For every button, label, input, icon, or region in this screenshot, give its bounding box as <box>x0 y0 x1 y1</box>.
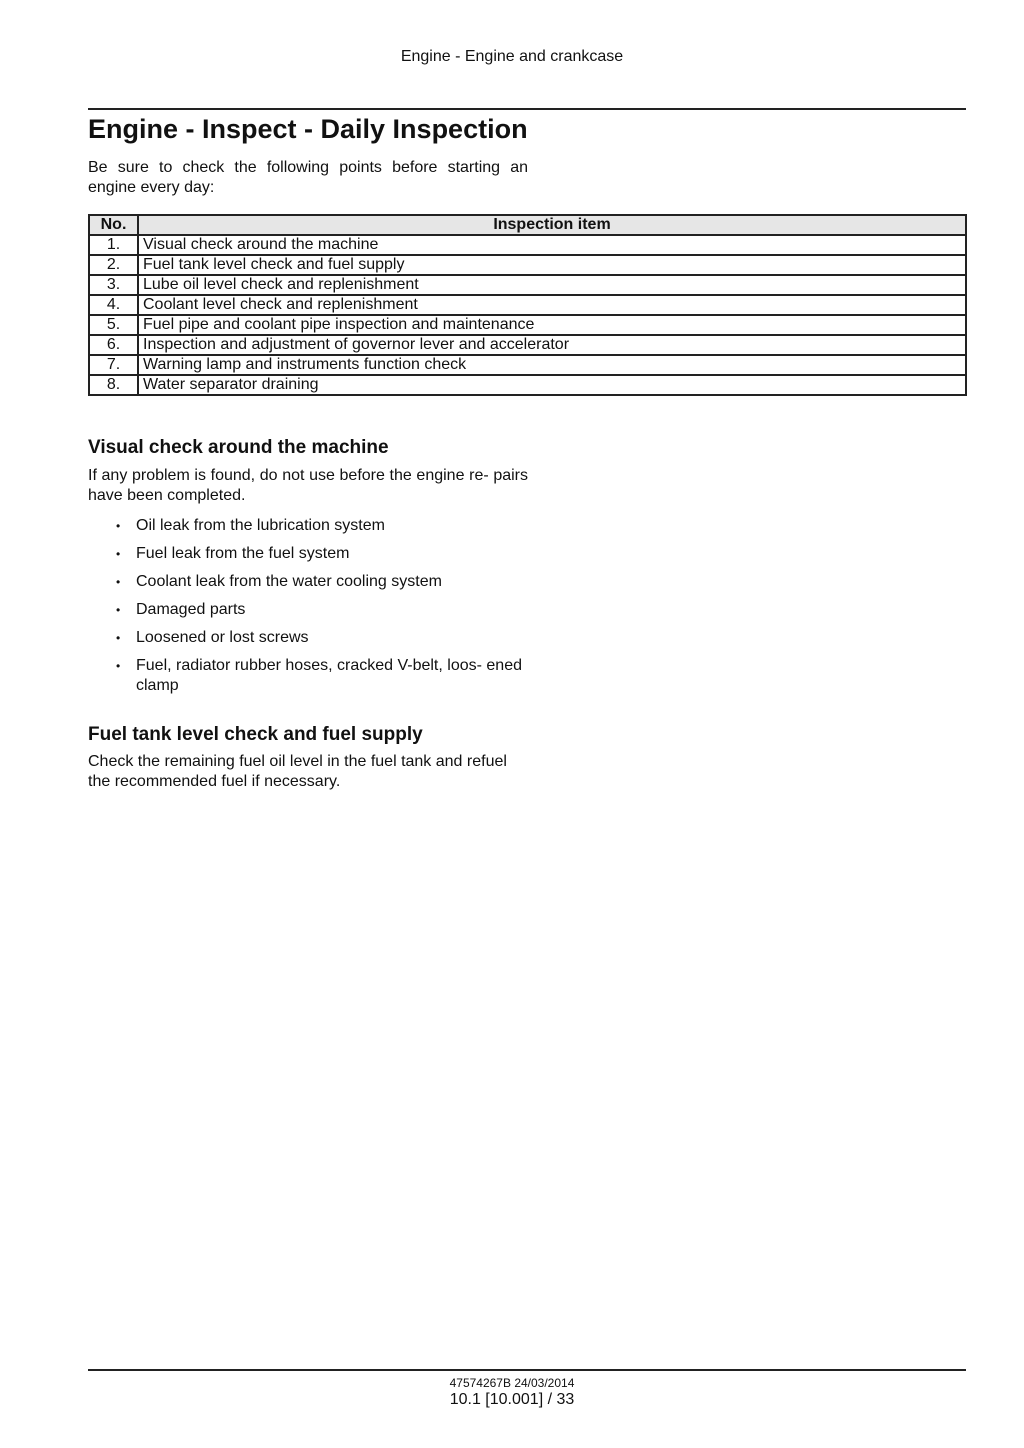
table-row <box>89 235 966 255</box>
row-number-cell: 5. <box>89 315 138 335</box>
section-text-visual-check: If any problem is found, do not use before the engine re- pairs have been completed. <box>88 467 528 504</box>
bullet-icon: • <box>116 519 121 533</box>
table-row <box>89 315 966 335</box>
footer-rule <box>88 1369 966 1371</box>
list-item <box>88 600 528 620</box>
row-number-cell: 2. <box>89 255 138 275</box>
bullet-icon: • <box>116 603 121 617</box>
header-rule <box>88 108 966 110</box>
section-text-fuel-tank: Check the remaining fuel oil level in the fuel tank and refuel the recommended fuel if necessary. <box>88 753 507 790</box>
bullet-icon: • <box>116 547 121 561</box>
row-number-cell: 8. <box>89 375 138 395</box>
inspection-item-cell: Inspection and adjustment of governor lever and accelerator <box>138 335 966 355</box>
document-code: 47574267B 24/03/2014 <box>449 1376 575 1390</box>
list-item <box>88 572 528 592</box>
table-row <box>89 375 966 395</box>
inspection-item-cell: Lube oil level check and replenishment <box>138 275 966 295</box>
list-item-text: Damaged parts <box>136 601 246 618</box>
table-row <box>89 335 966 355</box>
list-item-text: Fuel leak from the fuel system <box>136 545 350 562</box>
list-item <box>88 516 528 536</box>
list-item <box>88 656 528 696</box>
list-item-text: Loosened or lost screws <box>136 629 309 646</box>
table-row <box>89 275 966 295</box>
list-item <box>88 544 528 564</box>
inspection-item-cell: Coolant level check and replenishment <box>138 295 966 315</box>
inspection-item-cell: Fuel pipe and coolant pipe inspection and maintenance <box>138 315 966 335</box>
row-number-cell: 3. <box>89 275 138 295</box>
section-heading-visual-check: Visual check around the machine <box>88 437 389 458</box>
page-number: 10.1 [10.001] / 33 <box>449 1391 575 1408</box>
list-item <box>88 628 528 648</box>
inspection-item-cell: Warning lamp and instruments function check <box>138 355 966 375</box>
running-header: Engine - Engine and crankcase <box>400 48 624 65</box>
table-row <box>89 355 966 375</box>
table-header-row <box>89 215 966 235</box>
row-number-cell: 7. <box>89 355 138 375</box>
bullet-icon: • <box>116 631 121 645</box>
section-heading-fuel-tank: Fuel tank level check and fuel supply <box>88 724 423 745</box>
list-item-text: Fuel, radiator rubber hoses, cracked V-belt, loos- ened clamp <box>136 657 522 694</box>
bullet-icon: • <box>116 575 121 589</box>
list-item-text: Oil leak from the lubrication system <box>136 517 385 534</box>
table-row <box>89 255 966 275</box>
table-body <box>89 235 966 395</box>
inspection-item-cell: Visual check around the machine <box>138 235 966 255</box>
row-number-cell: 6. <box>89 335 138 355</box>
inspection-item-cell: Water separator draining <box>138 375 966 395</box>
bullet-icon: • <box>116 659 121 673</box>
row-number-cell: 1. <box>89 235 138 255</box>
page-title: Engine - Inspect - Daily Inspection <box>88 114 528 144</box>
table-row <box>89 295 966 315</box>
intro-paragraph: Be sure to check the following points before starting an engine every day: <box>88 159 528 196</box>
column-header-inspection-item: Inspection item <box>138 215 966 235</box>
row-number-cell: 4. <box>89 295 138 315</box>
inspection-table <box>88 214 967 396</box>
inspection-item-cell: Fuel tank level check and fuel supply <box>138 255 966 275</box>
list-item-text: Coolant leak from the water cooling system <box>136 573 442 590</box>
bullet-list <box>88 516 528 704</box>
column-header-no: No. <box>89 215 138 235</box>
